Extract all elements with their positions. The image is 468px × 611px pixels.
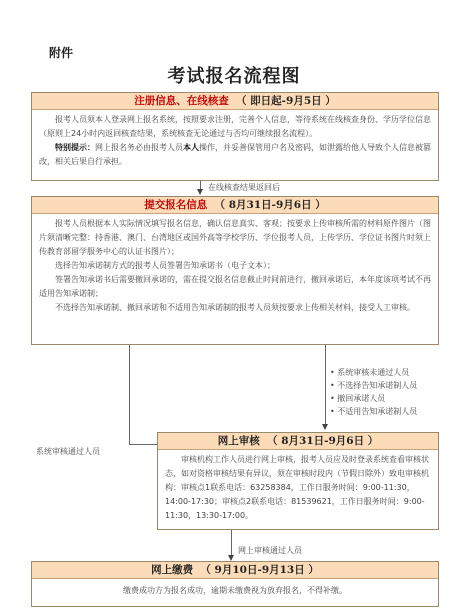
step2-p3: 签署告知承诺书后需要撤回承诺的，需在提交报名信息截止时间前进行，撤回承诺后，本年度该项考试不再适用告知承诺制；: [39, 275, 431, 298]
step1-body: [32, 110, 438, 171]
step4-title: 网上缴费: [151, 564, 194, 576]
left-flow-hline: [129, 444, 157, 445]
step3-box: [157, 432, 439, 530]
page-title: 考试报名流程图: [167, 66, 301, 87]
step3-header: [158, 433, 438, 450]
step3-text: 审核机构工作人员进行网上审核，报考人员应及时登录系统查看审核状态，如对资格审核结果有异议，须在审核时段内（节假日除外）致电审核机构：审核点1联系电话：63258384，工作日服务时间：9:00-11:30，14:00-17:30；审核点2联系电话：81539621，工作日服务时间：9:00-11:30，13:30-17:00。: [165, 455, 429, 520]
step3-title: 网上审核: [217, 435, 260, 447]
route-list: [330, 366, 417, 418]
step2-box: [31, 196, 439, 345]
step1-header: [32, 93, 438, 110]
step1-date: （ 即日起-9月5日 ）: [236, 95, 336, 107]
right-flow-head: [322, 424, 328, 430]
step2-title: 提交报名信息: [144, 199, 208, 211]
step4-text: 缴费成功方为报名成功，逾期未缴费视为放弃报名，不得补缴。: [123, 586, 347, 595]
step2-header: [32, 197, 438, 214]
arrow3-note: 网上审核通过人员: [238, 546, 302, 555]
step2-p1: 报考人员根据本人实际情况填写报名信息，确认信息真实、客观；按要求上传审核所需的材料原件图片（图片须清晰完整：持香港、澳门、台湾地区或国外高等学校学历、学位报考人员，上传学历、学位证书图片时须上传教育部留学服务中心的认证书图片）；: [39, 219, 431, 256]
notice-bold: 本人: [183, 143, 199, 152]
step2-date: （ 8月31日-9月6日 ）: [214, 199, 326, 211]
system-pass-note: 系统审核通过人员: [36, 447, 100, 456]
step1-title: 注册信息、在线核查: [134, 95, 229, 107]
notice-text-a: 网上报名务必由报考人员: [95, 143, 183, 152]
step4-date: （ 9月10日-9月13日 ）: [200, 564, 319, 576]
step3-date: （ 8月31日-9月6日 ）: [267, 435, 379, 447]
step2-p2: 选择告知承诺制方式的报考人员签署告知承诺书（电子文本）；: [55, 261, 275, 270]
step2-body: [32, 214, 438, 317]
route-item: • 系统审核未通过人员: [330, 368, 410, 377]
step4-header: [32, 562, 438, 579]
arrow1-head: [197, 189, 203, 195]
notice-text-b: 操作，并妥善保管用户名及密码，如泄露给他人导致个人信息被篡改，相关后果自行承担。: [39, 143, 431, 166]
step1-box: [31, 92, 439, 181]
step1-notice: [39, 141, 431, 169]
arrow1-note: 在线核查结果返回后: [208, 183, 280, 192]
left-flow-line: [129, 345, 130, 445]
step4-box: [31, 561, 439, 607]
step1-text: 报考人员须本人登录网上报名系统，按照要求注册，完善个人信息，等待系统在线核查身份、学历学位信息（原则上24小时内返回核查结果，系统核查无论通过与否均可继续报名流程）。: [39, 115, 431, 138]
step4-body: [32, 579, 438, 600]
arrow3-line: [231, 530, 232, 556]
step2-p4: 不选择告知承诺制、撤回承诺和不适用告知承诺制的报考人员须按要求上传相关材料，接受人工审核。: [55, 303, 415, 312]
route-item: • 撤回承诺人员: [330, 394, 386, 403]
attachment-label: 附件: [49, 46, 74, 60]
notice-label: 特别提示：: [55, 143, 95, 152]
route-item: • 不选择告知承诺制人员: [330, 381, 418, 390]
route-item: • 不适用告知承诺制人员: [330, 407, 418, 416]
step3-body: [158, 450, 438, 525]
right-flow-line: [325, 345, 326, 425]
